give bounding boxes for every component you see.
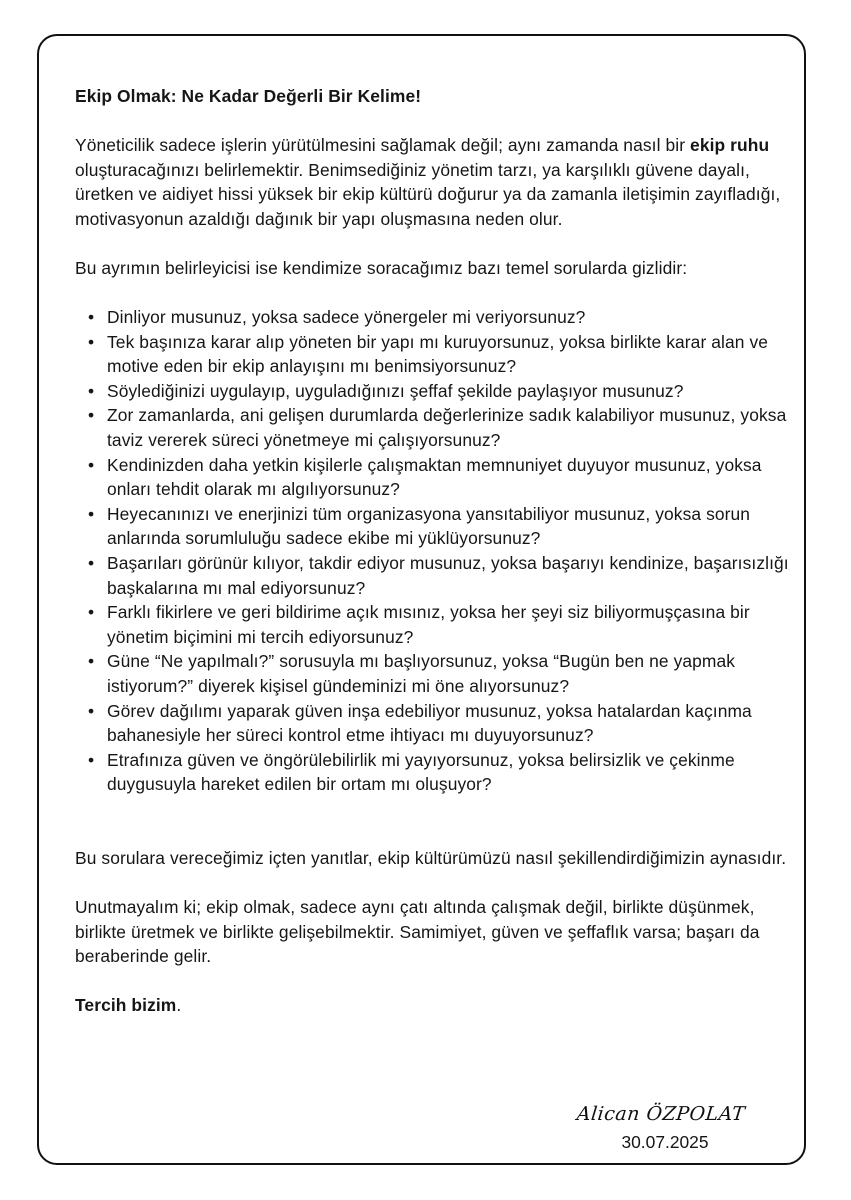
list-item: • Başarıları görünür kılıyor, takdir ediyor musunuz, yoksa başarıyı kendinize, başarısızlığı başkalarına mı mal ediyorsunuz? — [88, 553, 789, 598]
bullet-icon: • — [88, 749, 95, 770]
bullet-icon: • — [88, 651, 95, 672]
list-item: • Söylediğinizi uygulayıp, uyguladığınızı şeffaf şekilde paylaşıyor musunuz? — [107, 379, 810, 404]
bullet-icon: • — [88, 454, 95, 475]
signature-block — [575, 1103, 750, 1154]
list-item: • Dinliyor musunuz, yoksa sadece yönergeler mi veriyorsunuz? — [107, 305, 810, 330]
bullet-icon: • — [88, 700, 95, 721]
reminder-paragraph: Unutmayalım ki; ekip olmak, sadece aynı çatı altında çalışmak değil, birlikte düşünmek, birlikte üretmek ve birlikte gelişebilmektir. Samimiyet, güven ve şeffaflık varsa; başarı da beraberinde gelir. — [75, 897, 760, 967]
conclusion-paragraph: Bu sorulara vereceğimiz içten yanıtlar, ekip kültürümüzü nasıl şekillendirdiğimizin aynasıdır. — [75, 847, 787, 868]
bullet-icon: • — [88, 307, 95, 328]
list-item: • Görev dağılımı yaparak güven inşa edebiliyor musunuz, yoksa hatalardan kaçınma bahanesiyle her süreci kontrol etme ihtiyacı mı duyuyorsunuz? — [88, 700, 752, 746]
intro-paragraph — [75, 133, 810, 231]
question-list — [75, 305, 810, 797]
list-item: • Zor zamanlarda, ani gelişen durumlarda değerlerinize sadık kalabiliyor musunuz, yoksa taviz vererek süreci yönetmeye mi çalışıyorsunuz? — [88, 405, 787, 451]
intro-bold-phrase: ekip ruhu — [690, 135, 770, 156]
list-item: • Tek başınıza karar alıp yöneten bir yapı mı kuruyorsunuz, yoksa birlikte karar alan ve motive eden bir ekip anlayışını mı benimsiyorsunuz? — [88, 331, 769, 377]
signature-name: Alican ÖZPOLAT — [575, 1103, 747, 1125]
document-body — [75, 84, 810, 1018]
bullet-icon: • — [88, 602, 95, 623]
bullet-icon: • — [88, 503, 95, 524]
intro-text-after: oluşturacağınızı belirlemektir. Benimsediğiniz yönetim tarzı, ya karşılıklı güvene dayalı, üretken ve aidiyet hissi yüksek bir ekip kültürü doğurur ya da zamanla iletişimin zayıfladığı, motivasyonun azaldığı dağınık bir yapı oluşmasına neden olur. — [75, 159, 781, 229]
lead-paragraph: Bu ayrımın belirleyicisi ise kendimize soracağımız bazı temel sorularda gizlidir: — [75, 257, 688, 278]
list-item: • Etrafınıza güven ve öngörülebilirlik mi yayıyorsunuz, yoksa belirsizlik ve çekinme duygusuyla hareket edilen bir ortam mı oluşuyor? — [88, 749, 735, 795]
bullet-icon: • — [88, 380, 95, 401]
list-item: • Kendinizden daha yetkin kişilerle çalışmaktan memnuniyet duyuyor musunuz, yoksa onları tehdit olarak mı algılıyorsunuz? — [88, 454, 762, 500]
document-title: Ekip Olmak: Ne Kadar Değerli Bir Kelime! — [75, 86, 422, 106]
bullet-icon: • — [88, 553, 95, 573]
closing-period: . — [176, 995, 182, 1016]
list-item: • Güne “Ne yapılmalı?” sorusuyla mı başlıyorsunuz, yoksa “Bugün ben ne yapmak istiyorum?” diyerek kişisel gündeminizi mi öne alıyorsunuz? — [88, 651, 736, 696]
closing-bold: Tercih bizim — [75, 995, 177, 1016]
closing-line — [75, 993, 810, 1018]
list-item: • Heyecanınızı ve enerjinizi tüm organizasyona yansıtabiliyor musunuz, yoksa sorun anlarında sorumluluğu sadece ekibe mi yüklüyorsunuz? — [88, 503, 751, 549]
bullet-icon: • — [88, 331, 95, 352]
list-item: • Farklı fikirlere ve geri bildirime açık mısınız, yoksa her şeyi siz biliyormuşçasına bir yönetim biçimini mi tercih ediyorsunuz? — [88, 602, 750, 647]
intro-text-before: Yöneticilik sadece işlerin yürütülmesini sağlamak değil; aynı zamanda nasıl bir — [75, 135, 691, 156]
signature-date: 30.07.2025 — [621, 1132, 709, 1152]
bullet-icon: • — [88, 405, 95, 426]
